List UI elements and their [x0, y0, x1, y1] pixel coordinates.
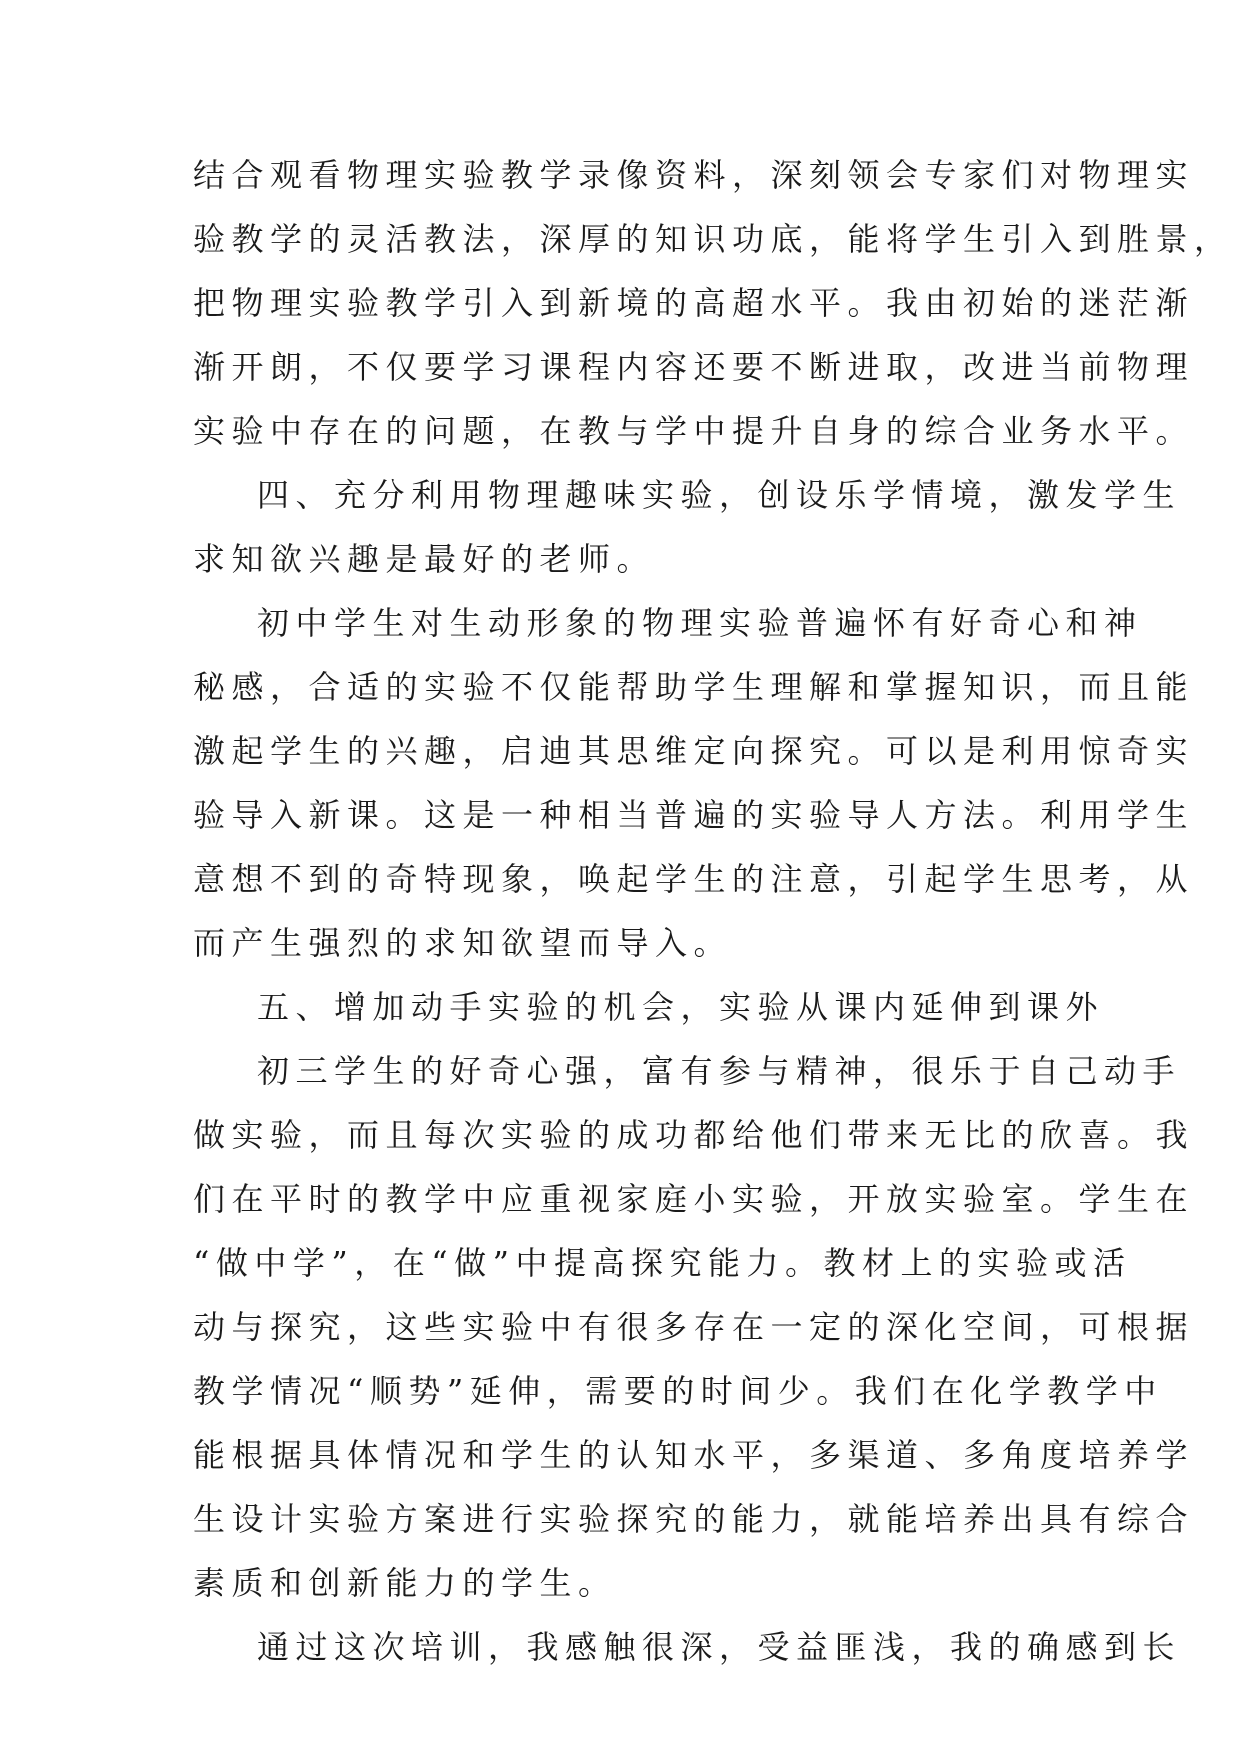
section-heading-line: 五、增加动手实验的机会，实验从课内延伸到课外: [257, 988, 1105, 1026]
text-line: 激起学生的兴趣，启迪其思维定向探究。可以是利用惊奇实: [193, 732, 1195, 770]
text-line: 秘感，合适的实验不仅能帮助学生理解和掌握知识，而且能: [193, 668, 1195, 706]
text-line: 结合观看物理实验教学录像资料，深刻领会专家们对物理实: [193, 156, 1195, 194]
document-body: [193, 143, 1233, 1679]
text-line: 教学情况“顺势”延伸，需要的时间少。我们在化学教学中: [193, 1372, 1163, 1410]
text-line: 验导入新课。这是一种相当普遍的实验导人方法。利用学生: [193, 796, 1195, 834]
text-line: 意想不到的奇特现象，唤起学生的注意，引起学生思考，从: [193, 860, 1195, 898]
text-line: 而产生强烈的求知欲望而导入。: [193, 924, 733, 962]
text-line: 初三学生的好奇心强，富有参与精神，很乐于自己动手: [257, 1052, 1182, 1090]
text-line: 把物理实验教学引入到新境的高超水平。我由初始的迷茫渐: [193, 284, 1195, 322]
section-heading-line: 求知欲兴趣是最好的老师。: [193, 540, 656, 578]
text-line: 们在平时的教学中应重视家庭小实验，开放实验室。学生在: [193, 1180, 1195, 1218]
text-line: 通过这次培训，我感触很深，受益匪浅，我的确感到长: [257, 1628, 1182, 1666]
text-line: 素质和创新能力的学生。: [193, 1564, 617, 1602]
text-line: 能根据具体情况和学生的认知水平，多渠道、多角度培养学: [193, 1436, 1195, 1474]
text-line: “做中学”，在“做”中提高探究能力。教材上的实验或活: [193, 1244, 1132, 1282]
text-line: 渐开朗，不仅要学习课程内容还要不断进取，改进当前物理: [193, 348, 1195, 386]
text-line: 实验中存在的问题，在教与学中提升自身的综合业务水平。: [193, 412, 1195, 450]
text-line: 生设计实验方案进行实验探究的能力，就能培养出具有综合: [193, 1500, 1195, 1538]
text-line: 初中学生对生动形象的物理实验普遍怀有好奇心和神: [257, 604, 1143, 642]
text-line: 做实验，而且每次实验的成功都给他们带来无比的欣喜。我: [193, 1116, 1195, 1154]
text-line: 动与探究，这些实验中有很多存在一定的深化空间，可根据: [193, 1308, 1195, 1346]
section-heading-line: 四、充分利用物理趣味实验，创设乐学情境，激发学生: [257, 476, 1182, 514]
text-line: 验教学的灵活教法，深厚的知识功底，能将学生引入到胜景，: [193, 220, 1233, 258]
